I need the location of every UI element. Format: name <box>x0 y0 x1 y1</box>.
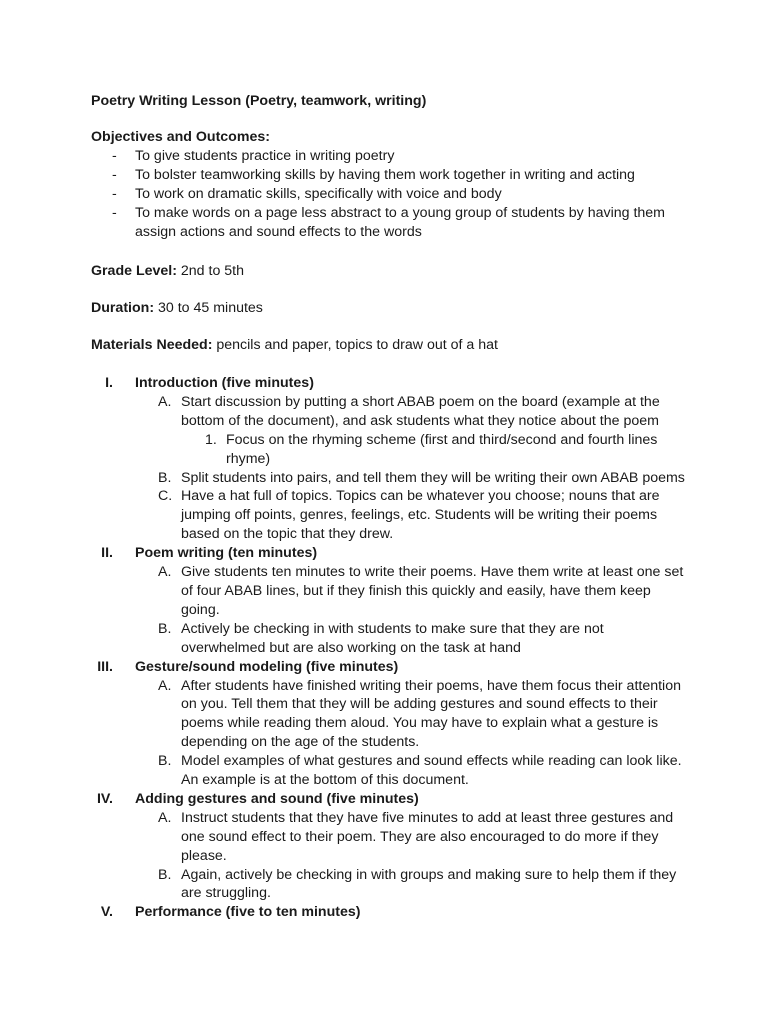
outline-section <box>91 658 691 790</box>
lesson-outline <box>91 374 691 922</box>
outline-section <box>91 544 691 657</box>
step-letter: C. <box>158 488 173 505</box>
step-item <box>91 487 691 544</box>
step-item <box>91 677 691 753</box>
step-text: Have a hat full of topics. Topics can be whatever you choose; nouns that are jumping off points, genres, feelings, etc. Students will be writing their poems based on the topic that they drew. <box>181 488 660 543</box>
bullet-dash: - <box>112 166 117 183</box>
roman-numeral: V. <box>100 904 113 921</box>
step-letter: B. <box>158 469 172 486</box>
outline-section <box>91 374 691 544</box>
section-title: Gesture/sound modeling (five minutes) <box>135 658 399 675</box>
section-title: Performance (five to ten minutes) <box>135 904 361 921</box>
section-title: Adding gestures and sound (five minutes) <box>135 790 419 807</box>
step-item <box>91 469 691 488</box>
step-text: Split students into pairs, and tell them they will be writing their own ABAB poems <box>181 469 685 486</box>
materials-line <box>91 336 498 355</box>
step-letter: B. <box>158 866 172 883</box>
substep-list <box>181 431 691 469</box>
section-heading <box>91 658 691 677</box>
roman-numeral: II. <box>101 545 113 562</box>
objective-text: To make words on a page less abstract to a young group of students by having them assign actions and sound effects to the words <box>135 204 665 240</box>
objective-text: To give students practice in writing poetry <box>135 148 395 164</box>
objectives-list <box>91 147 691 242</box>
substep-number: 1. <box>205 431 217 448</box>
grade-level-value: 2nd to 5th <box>176 263 245 279</box>
roman-numeral: I. <box>105 375 113 391</box>
step-text: Again, actively be checking in with groups and making sure to help them if they are struggling. <box>181 866 677 902</box>
step-letter: A. <box>158 677 172 694</box>
step-list <box>91 563 691 658</box>
step-list <box>91 677 691 790</box>
outline-section <box>91 790 691 903</box>
step-letter: B. <box>158 620 172 637</box>
step-letter: A. <box>158 564 172 581</box>
objectives-heading: Objectives and Outcomes: <box>91 129 270 145</box>
step-text: Model examples of what gestures and sound effects while reading can look like. An example is at the bottom of this document. <box>181 753 682 789</box>
duration-value: 30 to 45 minutes <box>154 300 263 316</box>
step-item <box>91 393 691 469</box>
step-item <box>91 866 691 904</box>
step-item <box>91 752 691 790</box>
step-text: Actively be checking in with students to make sure that they are not overwhelmed but are also working on the task at hand <box>181 620 604 656</box>
step-letter: B. <box>158 753 172 770</box>
outline-section <box>91 903 691 922</box>
step-list <box>91 393 691 544</box>
bullet-dash: - <box>112 204 117 221</box>
section-heading <box>91 544 691 563</box>
section-title: Introduction (five minutes) <box>135 375 314 391</box>
objective-item <box>91 166 691 185</box>
page-title: Poetry Writing Lesson (Poetry, teamwork, writing) <box>91 93 427 109</box>
step-text: After students have finished writing their poems, have them focus their attention on you. Tell them that they will be adding gestures and sound effects to their poems while reading them aloud. You may have to explain what a gesture is depending on the age of the students. <box>181 677 681 751</box>
bullet-dash: - <box>112 185 117 202</box>
section-heading <box>91 374 691 393</box>
substep-item <box>91 431 691 469</box>
grade-level-label: Grade Level: <box>91 263 177 279</box>
bullet-dash: - <box>112 148 117 164</box>
step-letter: A. <box>158 393 172 410</box>
roman-numeral: IV. <box>96 790 113 807</box>
materials-value: pencils and paper, topics to draw out of a hat <box>212 337 498 353</box>
objective-item <box>91 185 691 204</box>
step-item <box>91 620 691 658</box>
section-title: Poem writing (ten minutes) <box>135 545 318 562</box>
substep-text: Focus on the rhyming scheme (first and third/second and fourth lines rhyme) <box>226 431 658 467</box>
materials-label: Materials Needed: <box>91 337 213 353</box>
step-item <box>91 809 691 866</box>
step-text: Give students ten minutes to write their poems. Have them write at least one set of four ABAB lines, but if they finish this quickly and easily, have them keep going. <box>181 564 684 618</box>
section-heading <box>91 903 691 922</box>
step-item <box>91 563 691 620</box>
step-text: Start discussion by putting a short ABAB poem on the board (example at the bottom of the document), and ask students what they notice about the poem <box>181 393 660 429</box>
step-text: Instruct students that they have five minutes to add at least three gestures and one sound effect to their poem. They are also encouraged to do more if they please. <box>181 809 674 864</box>
objective-item <box>91 147 691 166</box>
objective-text: To bolster teamworking skills by having them work together in writing and acting <box>135 166 635 183</box>
objective-item <box>91 204 691 242</box>
duration-line <box>91 299 263 318</box>
grade-level-line <box>91 262 244 281</box>
step-letter: A. <box>158 809 172 826</box>
step-list <box>91 809 691 904</box>
objective-text: To work on dramatic skills, specifically with voice and body <box>135 185 502 202</box>
duration-label: Duration: <box>91 300 155 316</box>
section-heading <box>91 790 691 809</box>
roman-numeral: III. <box>97 658 113 675</box>
